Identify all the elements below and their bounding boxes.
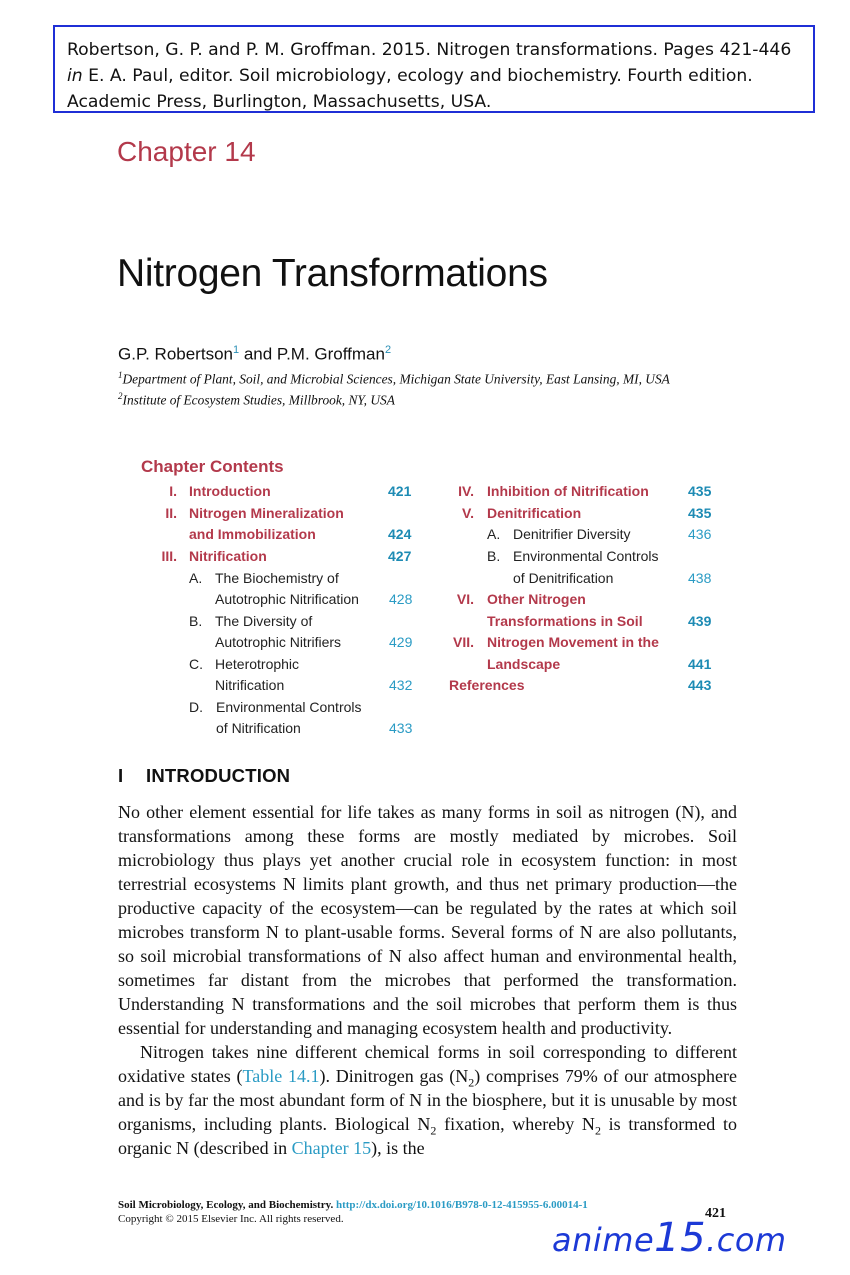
citation-box: [53, 25, 815, 113]
paragraph-2: Nitrogen takes nine different chemical forms in soil corresponding to different oxidative states (Table 14.1). Dinitrogen gas $(N_2)$ comprises 79% of our atmosphere and is by far the most abundant form of N in the biosphere, but it is unusable by most organisms, including plants. Biological $N_2$ fixation, whereby $N_2$ is transformed to organic N (described in Chapter 15), is the: [118, 1042, 738, 1158]
footer-book: Soil Microbiology, Ecology, and Biochemistry. http://dx.doi.org/10.1016/B978-0-12-415955-6.00014-1: [118, 1199, 588, 1211]
author-2: P.M. Groffman: [276, 344, 385, 364]
table-link[interactable]: Table 14.1: [242, 1066, 320, 1086]
toc-entry-diversity-cont[interactable]: Autotrophic Nitrifiers 429: [215, 634, 413, 650]
citation-line-3: Academic Press, Burlington, Massachusetts, USA.: [67, 92, 492, 112]
toc-entry-env-denitrification-cont[interactable]: of Denitrification 438: [513, 570, 712, 586]
page-title: Nitrogen Transformations: [117, 252, 548, 295]
chapter-label: Chapter 14: [117, 136, 256, 167]
paragraph-1: No other element essential for life takes as many forms in soil as nitrogen (N), and transformations among these forms are mostly mediated by microbes. Soil microbiology thus plays yet another crucial role in ecosystem function: in most terrestrial ecosystems N limits plant growth, and thus net primary production—the productive capacity of the ecosystem—can be regulated by the rates at which soil microbes transform N to plant-usable forms. Several forms of N are also pollutants, so soil microbial transformations of N also affect human and environmental health, sometimes far distant from the microbes that performed the transformation. Understanding N transformations and the soil microbes that perform them is thus essential for understanding and managing ecosystem health and productivity.: [118, 802, 737, 1038]
citation-line-1: Robertson, G. P. and P. M. Groffman. 2015. Nitrogen transformations. Pages 421-446: [67, 40, 792, 60]
toc-entry-other-nitrogen-cont[interactable]: Transformations in Soil 439: [487, 613, 712, 629]
section-heading: I INTRODUCTION: [118, 765, 291, 786]
toc-entry-diversity[interactable]: B. The Diversity of: [189, 613, 313, 629]
toc-entry-introduction[interactable]: I. Introduction 421: [169, 483, 412, 499]
chapter-link[interactable]: Chapter 15: [291, 1138, 372, 1158]
toc-entry-landscape-cont[interactable]: Landscape 441: [487, 656, 712, 672]
contents-heading: Chapter Contents: [141, 457, 284, 476]
toc-entry-other-nitrogen[interactable]: VI. Other Nitrogen: [456, 591, 586, 607]
toc-entry-env-denitrification[interactable]: B. Environmental Controls: [487, 548, 659, 564]
doi-link[interactable]: http://dx.doi.org/10.1016/B978-0-12-415955-6.00014-1: [335, 1199, 588, 1211]
footer-copyright: Copyright © 2015 Elsevier Inc. All rights reserved.: [118, 1213, 344, 1225]
page-number: 421: [705, 1206, 726, 1221]
watermark: anime15.com: [552, 1215, 787, 1261]
toc-entry-references[interactable]: References 443: [449, 677, 712, 693]
affiliation-1: $^1$Department of Plant, Soil, and Microbial Sciences, Michigan State University, East Lansing, MI, USA: [118, 370, 670, 387]
toc-entry-biochemistry[interactable]: A. The Biochemistry of: [189, 570, 339, 586]
citation-line-2: in E. A. Paul, editor. Soil microbiology, ecology and biochemistry. Fourth edition.: [67, 66, 753, 86]
toc-entry-denitrification[interactable]: V. Denitrification 435: [462, 505, 712, 521]
authors: G.P. Robertson$^1$ and P.M. Groffman$^2$: [118, 344, 392, 364]
toc-entry-heterotrophic[interactable]: C. Heterotrophic: [189, 656, 300, 672]
toc-entry-biochemistry-cont[interactable]: Autotrophic Nitrification 428: [215, 591, 413, 607]
toc-entry-env-nitrification-cont[interactable]: of Nitrification 433: [216, 720, 413, 736]
affiliation-2: $^2$Institute of Ecosystem Studies, Millbrook, NY, USA: [118, 391, 395, 408]
toc-entry-landscape[interactable]: VII. Nitrogen Movement in the: [452, 634, 659, 650]
toc-entry-mineralization[interactable]: II. Nitrogen Mineralization: [165, 505, 344, 521]
body-text: [118, 800, 737, 1160]
toc-entry-env-nitrification[interactable]: D. Environmental Controls: [189, 699, 362, 715]
toc-entry-mineralization-cont[interactable]: and Immobilization 424: [189, 526, 412, 542]
author-1: G.P. Robertson: [118, 344, 233, 364]
toc-entry-inhibition[interactable]: IV. Inhibition of Nitrification 435: [458, 483, 712, 499]
toc-entry-nitrification[interactable]: III. Nitrification 427: [161, 548, 412, 564]
toc-entry-denitrifier-diversity[interactable]: A. Denitrifier Diversity 436: [487, 526, 712, 542]
toc-entry-heterotrophic-cont[interactable]: Nitrification 432: [215, 677, 413, 693]
